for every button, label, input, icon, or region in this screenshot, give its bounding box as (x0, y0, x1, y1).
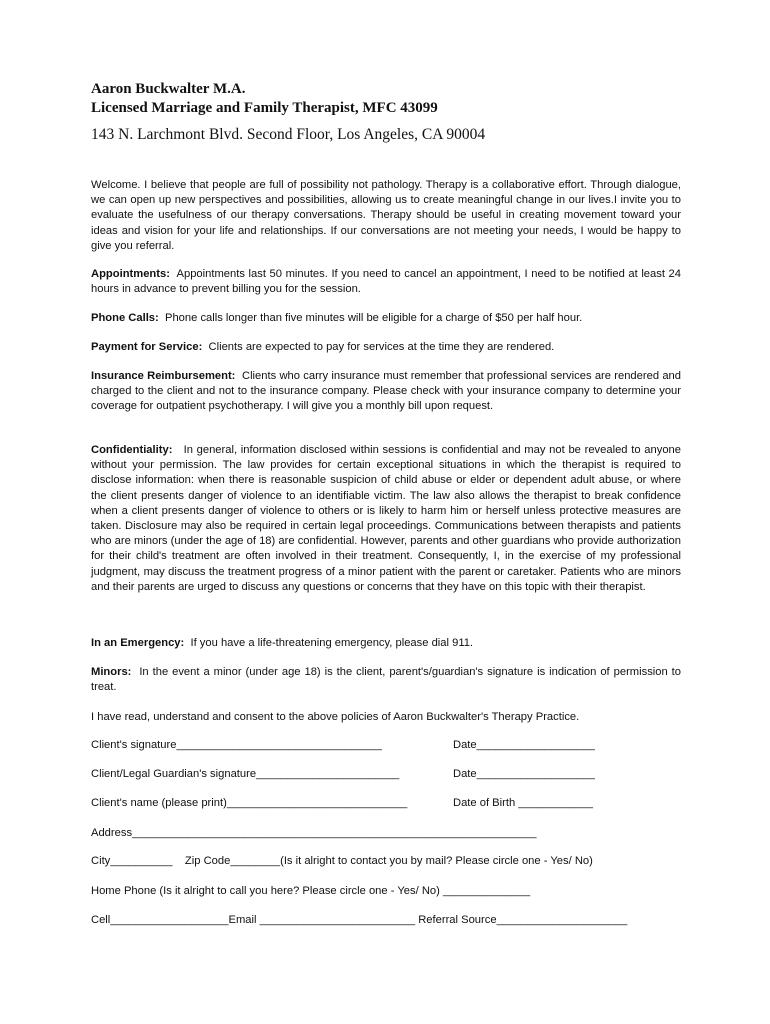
city-zip-field[interactable]: City__________ Zip Code________(Is it alright to contact you by mail? Please circle one - Yes/ No) (91, 855, 593, 867)
letterhead (91, 80, 681, 145)
welcome-text: Welcome. I believe that people are full of possibility not pathology. Therapy is a collaborative effort. Through dialogue, we can open up new perspectives and possibilities, allowing us to create meaningful change in our lives.I invite you to evaluate the usefulness of our therapy conversations. Therapy should be useful in creating movement toward your ideas and vision for your life and relationships. If our conversations are not meeting your needs, I would be happy to give you referral. (91, 179, 681, 252)
therapist-title: Licensed Marriage and Family Therapist, MFC 43099 (91, 100, 438, 116)
date-field-2[interactable]: Date___________________ (453, 768, 595, 780)
date-field-1[interactable]: Date___________________ (453, 739, 595, 751)
date-of-birth-field[interactable]: Date of Birth ____________ (453, 797, 593, 809)
confidentiality-section (91, 443, 681, 595)
confidentiality-label: Confidentiality: (91, 444, 173, 456)
minors-text: In the event a minor (under age 18) is the client, parent's/guardian's signature is indication of permission to treat. (91, 666, 681, 694)
home-phone-field[interactable]: Home Phone (Is it alright to call you here? Please circle one - Yes/ No) ______________ (91, 885, 531, 897)
emergency-text: If you have a life-threatening emergency, please dial 911. (190, 637, 474, 649)
emergency-label: In an Emergency: (91, 637, 185, 649)
appointments-section (91, 267, 681, 297)
client-name-field[interactable]: Client's name (please print)_____________________________ (91, 797, 408, 809)
cell-email-referral-field[interactable]: Cell___________________Email _________________________ Referral Source_____________________ (91, 914, 628, 926)
payment-label: Payment for Service: (91, 341, 203, 353)
minors-section (91, 665, 681, 695)
therapist-name: Aaron Buckwalter M.A. (91, 81, 246, 97)
emergency-section (91, 636, 681, 651)
guardian-signature-field[interactable]: Client/Legal Guardian's signature_______________________ (91, 768, 400, 780)
phone-text: Phone calls longer than five minutes will be eligible for a charge of $50 per half hour. (164, 312, 583, 324)
consent-text: I have read, understand and consent to the above policies of Aaron Buckwalter's Therapy Practice. (91, 711, 580, 723)
appointments-text: Appointments last 50 minutes. If you need to cancel an appointment, I need to be notified at least 24 hours in advance to prevent billing you for the session. (91, 268, 681, 296)
phone-label: Phone Calls: (91, 312, 159, 324)
insurance-section (91, 369, 681, 415)
confidentiality-text: In general, information disclosed within sessions is confidential and may not be revealed to anyone without your permission. The law provides for certain exceptional situations in which the therapist is required to disclose information: when there is reasonable suspicion of child abuse or elder or dependent adult abuse, or where the client presents danger of violence to an identifiable victim. The law also allows the therapist to break confidence when a client presents danger of violence to others or is likely to harm him or herself unless protective measures are taken. Disclosure may also be required in certain legal proceedings. Communications between therapists and patients who are minors (under the age of 18) are confidential. However, parents and other guardians who provide authorization for their child's treatment are often involved in their treatment. Consequently, I, in the exercise of my professional judgment, may discuss the treatment progress of a minor patient with the parent or caretaker. Patients who are minors and their parents are urged to discuss any questions or concerns that they have on this topic with their therapist. (91, 444, 681, 593)
office-address: 143 N. Larchmont Blvd. Second Floor, Los Angeles, CA 90004 (91, 126, 486, 143)
payment-section (91, 340, 681, 355)
consent-form-page (91, 80, 681, 926)
insurance-label: Insurance Reimbursement: (91, 370, 236, 382)
phone-section (91, 311, 681, 326)
appointments-label: Appointments: (91, 268, 170, 280)
payment-text: Clients are expected to pay for services at the time they are rendered. (208, 341, 555, 353)
insurance-text: Clients who carry insurance must remember that professional services are rendered and charged to the client and not to the insurance company. Please check with your insurance company to determine your coverage for outpatient psychotherapy. I will give you a monthly bill upon request. (91, 370, 681, 413)
welcome-paragraph (91, 178, 681, 254)
client-signature-field[interactable]: Client's signature_________________________________ (91, 739, 382, 751)
address-field[interactable]: Address_________________________________________________________________ (91, 827, 537, 839)
consent-statement (91, 710, 681, 725)
minors-label: Minors: (91, 666, 132, 678)
